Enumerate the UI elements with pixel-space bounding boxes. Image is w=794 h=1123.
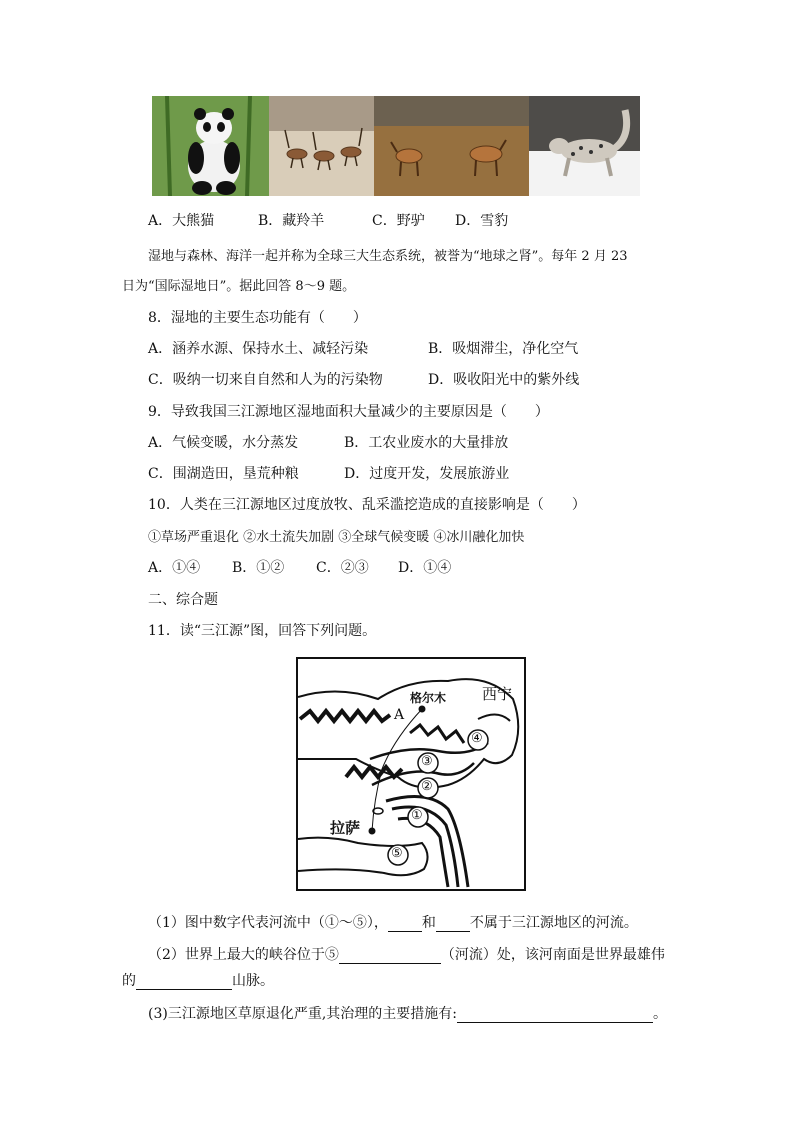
q11-sub1-text-b: 和 bbox=[421, 915, 436, 931]
q7-option-b: B．藏羚羊 bbox=[258, 213, 325, 229]
q8-option-c: C．吸纳一切来自自然和人为的污染物 bbox=[148, 372, 383, 388]
q8-stem: 8．湿地的主要生态功能有（ ） bbox=[148, 310, 367, 326]
snow-leopard-photo bbox=[529, 96, 640, 196]
passage-line-1: 湿地与森林、海洋一起并称为全球三大生态系统，被誉为“地球之肾”。每年 2 月 23 bbox=[148, 249, 628, 264]
q10-items: ①草场严重退化 ②水土流失加剧 ③全球气候变暖 ④冰川融化加快 bbox=[148, 530, 525, 545]
q11-sub1 bbox=[148, 912, 638, 932]
q11-sub2-text-d: 山脉。 bbox=[232, 973, 274, 989]
map-label-4: ④ bbox=[471, 731, 483, 746]
map-label-1: ① bbox=[411, 808, 423, 823]
map-label-xining: 西宁 bbox=[482, 685, 513, 703]
q11-sub2-line2 bbox=[122, 970, 274, 990]
q10-option-b: B．①② bbox=[232, 560, 285, 576]
passage-line-2: 日为“国际湿地日”。据此回答 8～9 题。 bbox=[122, 279, 356, 294]
map-label-3: ③ bbox=[421, 754, 433, 769]
q11-sub2-blank-2[interactable] bbox=[136, 973, 232, 990]
q11-sub2-text-a: （2）世界上最大的峡谷位于⑤ bbox=[148, 947, 339, 963]
q9-option-b: B．工农业废水的大量排放 bbox=[344, 435, 509, 451]
q8-option-a: A．涵养水源、保持水土、减轻污染 bbox=[148, 341, 369, 357]
panda-photo bbox=[152, 96, 269, 196]
map-label-5: ⑤ bbox=[391, 846, 403, 861]
q11-sub3-text-a: (3)三江源地区草原退化严重,其治理的主要措施有: bbox=[148, 1006, 457, 1022]
q11-sub1-text-a: （1）图中数字代表河流中（①～⑤）， bbox=[148, 915, 388, 931]
q8-option-b: B．吸烟滞尘，净化空气 bbox=[428, 341, 579, 357]
q11-sub3-text-b: 。 bbox=[653, 1006, 667, 1022]
map-label-lhasa: 拉萨 bbox=[330, 819, 361, 837]
map-label-a: A bbox=[394, 707, 405, 723]
q7-option-d: D．雪豹 bbox=[455, 213, 509, 229]
q9-option-a: A．气候变暖，水分蒸发 bbox=[148, 435, 299, 451]
sanjiangyuan-map bbox=[296, 657, 526, 891]
antelope-photo bbox=[269, 96, 374, 196]
q10-stem: 10．人类在三江源地区过度放牧、乱采滥挖造成的直接影响是（ ） bbox=[148, 497, 586, 513]
q7-option-a: A．大熊猫 bbox=[148, 213, 215, 229]
q11-sub3-blank[interactable] bbox=[457, 1006, 653, 1023]
q8-option-d: D．吸收阳光中的紫外线 bbox=[428, 372, 580, 388]
q11-sub2-blank-1[interactable] bbox=[339, 947, 441, 964]
q11-sub1-blank-1[interactable] bbox=[388, 915, 422, 932]
q7-option-c: C．野驴 bbox=[372, 213, 425, 229]
q10-option-d: D．①④ bbox=[398, 560, 452, 576]
q9-option-c: C．围湖造田，垦荒种粮 bbox=[148, 466, 299, 482]
q11-stem: 11．读“三江源”图，回答下列问题。 bbox=[148, 623, 377, 639]
q10-option-a: A．①④ bbox=[148, 560, 201, 576]
q11-sub1-blank-2[interactable] bbox=[436, 915, 470, 932]
section-heading: 二、综合题 bbox=[148, 592, 218, 608]
q9-option-d: D．过度开发，发展旅游业 bbox=[344, 466, 510, 482]
map-label-geermu: 格尔木 bbox=[410, 691, 447, 705]
wild-ass-photo bbox=[374, 96, 529, 196]
q9-stem: 9．导致我国三江源地区湿地面积大量减少的主要原因是（ ） bbox=[148, 404, 549, 420]
q11-sub1-text-c: 不属于三江源地区的河流。 bbox=[469, 915, 638, 931]
animal-photos bbox=[152, 96, 640, 196]
q11-sub2-text-c: 的 bbox=[122, 973, 136, 989]
map-label-2: ② bbox=[421, 779, 433, 794]
q10-option-c: C．②③ bbox=[316, 560, 369, 576]
q11-sub2-text-b: （河流）处，该河南面是世界最雄伟 bbox=[440, 947, 665, 963]
q11-sub3 bbox=[148, 1003, 667, 1023]
q11-sub2-line1 bbox=[148, 944, 665, 964]
